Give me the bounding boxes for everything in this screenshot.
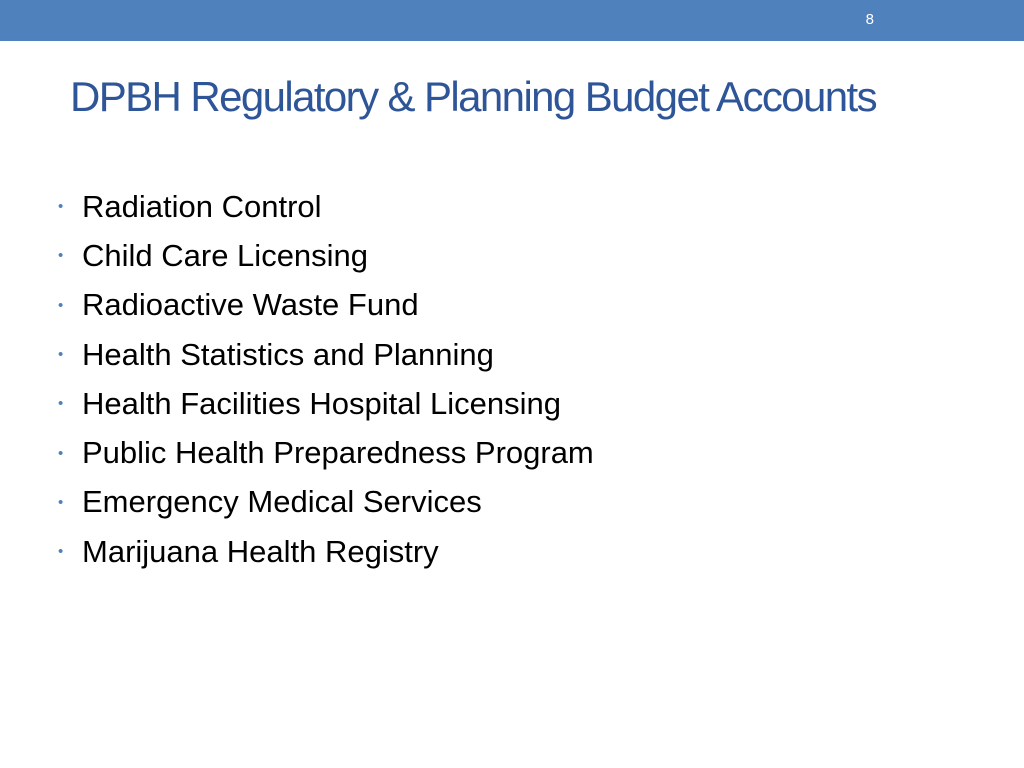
bullet-item	[58, 281, 594, 330]
slide-title: DPBH Regulatory & Planning Budget Accounts	[70, 73, 876, 120]
bullet-item	[58, 478, 594, 527]
bullet-marker: •	[58, 395, 64, 413]
bullet-marker: •	[58, 247, 64, 265]
bullet-text: Emergency Medical Services	[82, 484, 482, 520]
bullet-text: Health Facilities Hospital Licensing	[82, 385, 562, 421]
bullet-text: Health Statistics and Planning	[82, 336, 494, 372]
bullet-marker: •	[58, 296, 64, 314]
bullet-marker: •	[58, 543, 64, 561]
bullet-marker: •	[58, 346, 64, 364]
bullet-text: Radioactive Waste Fund	[82, 287, 419, 323]
header-bar	[0, 0, 1024, 41]
bullet-text: Marijuana Health Registry	[82, 533, 439, 569]
bullet-marker: •	[58, 493, 64, 511]
bullet-item	[58, 527, 594, 576]
bullet-item	[58, 428, 594, 477]
bullet-marker: •	[58, 444, 64, 462]
bullet-item	[58, 182, 594, 231]
bullet-text: Radiation Control	[82, 188, 322, 224]
bullet-item	[58, 231, 594, 280]
bullet-text: Child Care Licensing	[82, 237, 369, 273]
bullet-item	[58, 330, 594, 379]
slide-number: 8	[865, 11, 874, 28]
bullet-item	[58, 379, 594, 428]
bullet-marker: •	[58, 198, 64, 216]
bullet-list	[58, 182, 594, 576]
bullet-text: Public Health Preparedness Program	[82, 435, 594, 471]
